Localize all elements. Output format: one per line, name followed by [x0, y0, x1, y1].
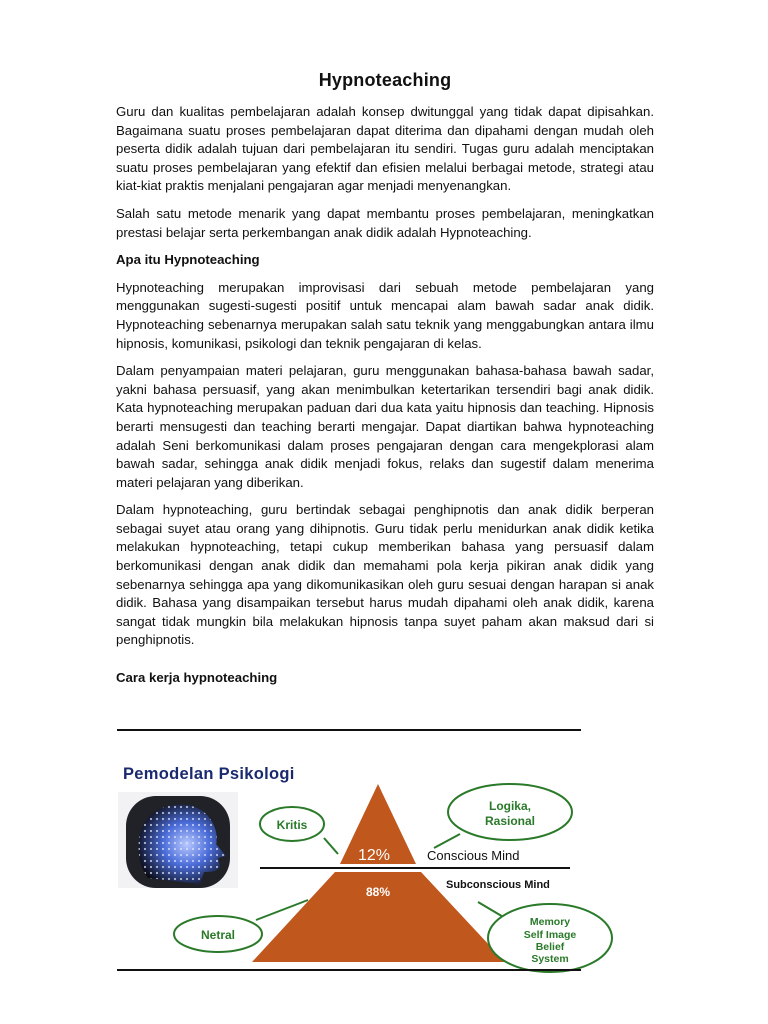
- figure-title: Pemodelan Psikologi: [123, 765, 295, 783]
- section-heading-apa-itu: Apa itu Hypnoteaching: [116, 252, 260, 268]
- document-body: [116, 70, 654, 697]
- section1-paragraph-3: Dalam hypnoteaching, guru bertindak sebagai penghipnotis dan anak didik berperan sebagai suyet atau orang yang dihipnotis. Guru tidak perlu menidurkan anak didik ketika melakukan hypnoteaching, tetapi cukup memberikan bahasa yang persuasif dalam berkomunikasi dengan anak didik dan memahami pola kerja pikiran anak didik yang sebenarnya sehingga apa yang dikomunikasikan oleh guru sesuai dengan harapan si anak didik. Bahasa yang disampaikan tersebut harus mudah dipahami oleh anak didik, karena sangat tidak mungkin bila melakukan hipnosis tanpa suyet paham akan maksud dari si penghipnotis.: [116, 502, 654, 648]
- kritis-bubble: [260, 807, 338, 854]
- logika-label-1: Logika,: [488, 799, 532, 813]
- kritis-label: Kritis: [276, 818, 308, 832]
- netral-label: Netral: [200, 928, 236, 942]
- section-heading-cara-kerja: Cara kerja hypnoteaching: [116, 670, 278, 686]
- bottom-percent-label: 88%: [365, 885, 391, 899]
- conscious-mind-label: Conscious Mind: [427, 848, 520, 863]
- section1-paragraph-1: Hypnoteaching merupakan improvisasi dari sebuah metode pembelajaran yang menggunakan sugesti-sugesti positif untuk mencapai alam bawah sadar anak didik. Hypnoteaching sebenarnya merupakan salah satu teknik yang menggabungkan antara ilmu hipnosis, komunikasi, psikologi dan teknik pengajaran di kelas.: [116, 279, 654, 351]
- intro-paragraph-2: Salah satu metode menarik yang dapat membantu proses pembelajaran, meningkatkan prestasi belajar serta perkembangan anak didik adalah Hypnoteaching.: [116, 205, 654, 240]
- top-percent-label: 12%: [357, 847, 391, 864]
- figure-top-rule: [117, 729, 581, 731]
- intro-paragraph-1: Guru dan kualitas pembelajaran adalah konsep dwitunggal yang tidak dapat dipisahkan. Bagaimana suatu proses pembelajaran dapat diterima dan dipahami dengan mudah oleh peserta didik adalah tujuan dari pembelajaran itu sendiri. Tugas guru adalah menciptakan suatu proses pembelajaran yang efektif dan efisien melalui berbagai metode, strategi atau kiat-kiat praktis menjalani pengajaran agar menjadi menyenangkan.: [116, 104, 654, 194]
- section1-paragraph-2: Dalam penyampaian materi pelajaran, guru menggunakan bahasa-bahasa bawah sadar, yakni bahasa persuasif, yang akan menimbulkan ketertarikan tersendiri bagi anak didik. Kata hypnoteaching merupakan paduan dari dua kata yaitu hipnosis dan teaching. Hipnosis berarti mensugesti dan teaching berarti mengajar. Dapat diartikan bahwa hypnoteaching adalah Seni berkomunikasi dalam proses pengajaran dengan cara mengekplorasi alam bawah sadar, sehingga anak didik menjadi fokus, relaks dan sugestif dalam menerima materi pelajaran yang diberikan.: [116, 363, 654, 490]
- logika-bubble: [434, 784, 572, 848]
- memory-label-3: Belief: [535, 941, 565, 953]
- memory-label-2: Self Image: [523, 929, 577, 941]
- subconscious-mind-label: Subconscious Mind: [446, 879, 550, 891]
- logika-label-2: Rasional: [484, 814, 536, 828]
- memory-label-4: System: [531, 953, 569, 965]
- figure-bottom-rule: [117, 969, 581, 971]
- memory-label-1: Memory: [529, 916, 571, 928]
- page-title: Hypnoteaching: [318, 70, 452, 90]
- pyramid-diagram: [160, 780, 620, 975]
